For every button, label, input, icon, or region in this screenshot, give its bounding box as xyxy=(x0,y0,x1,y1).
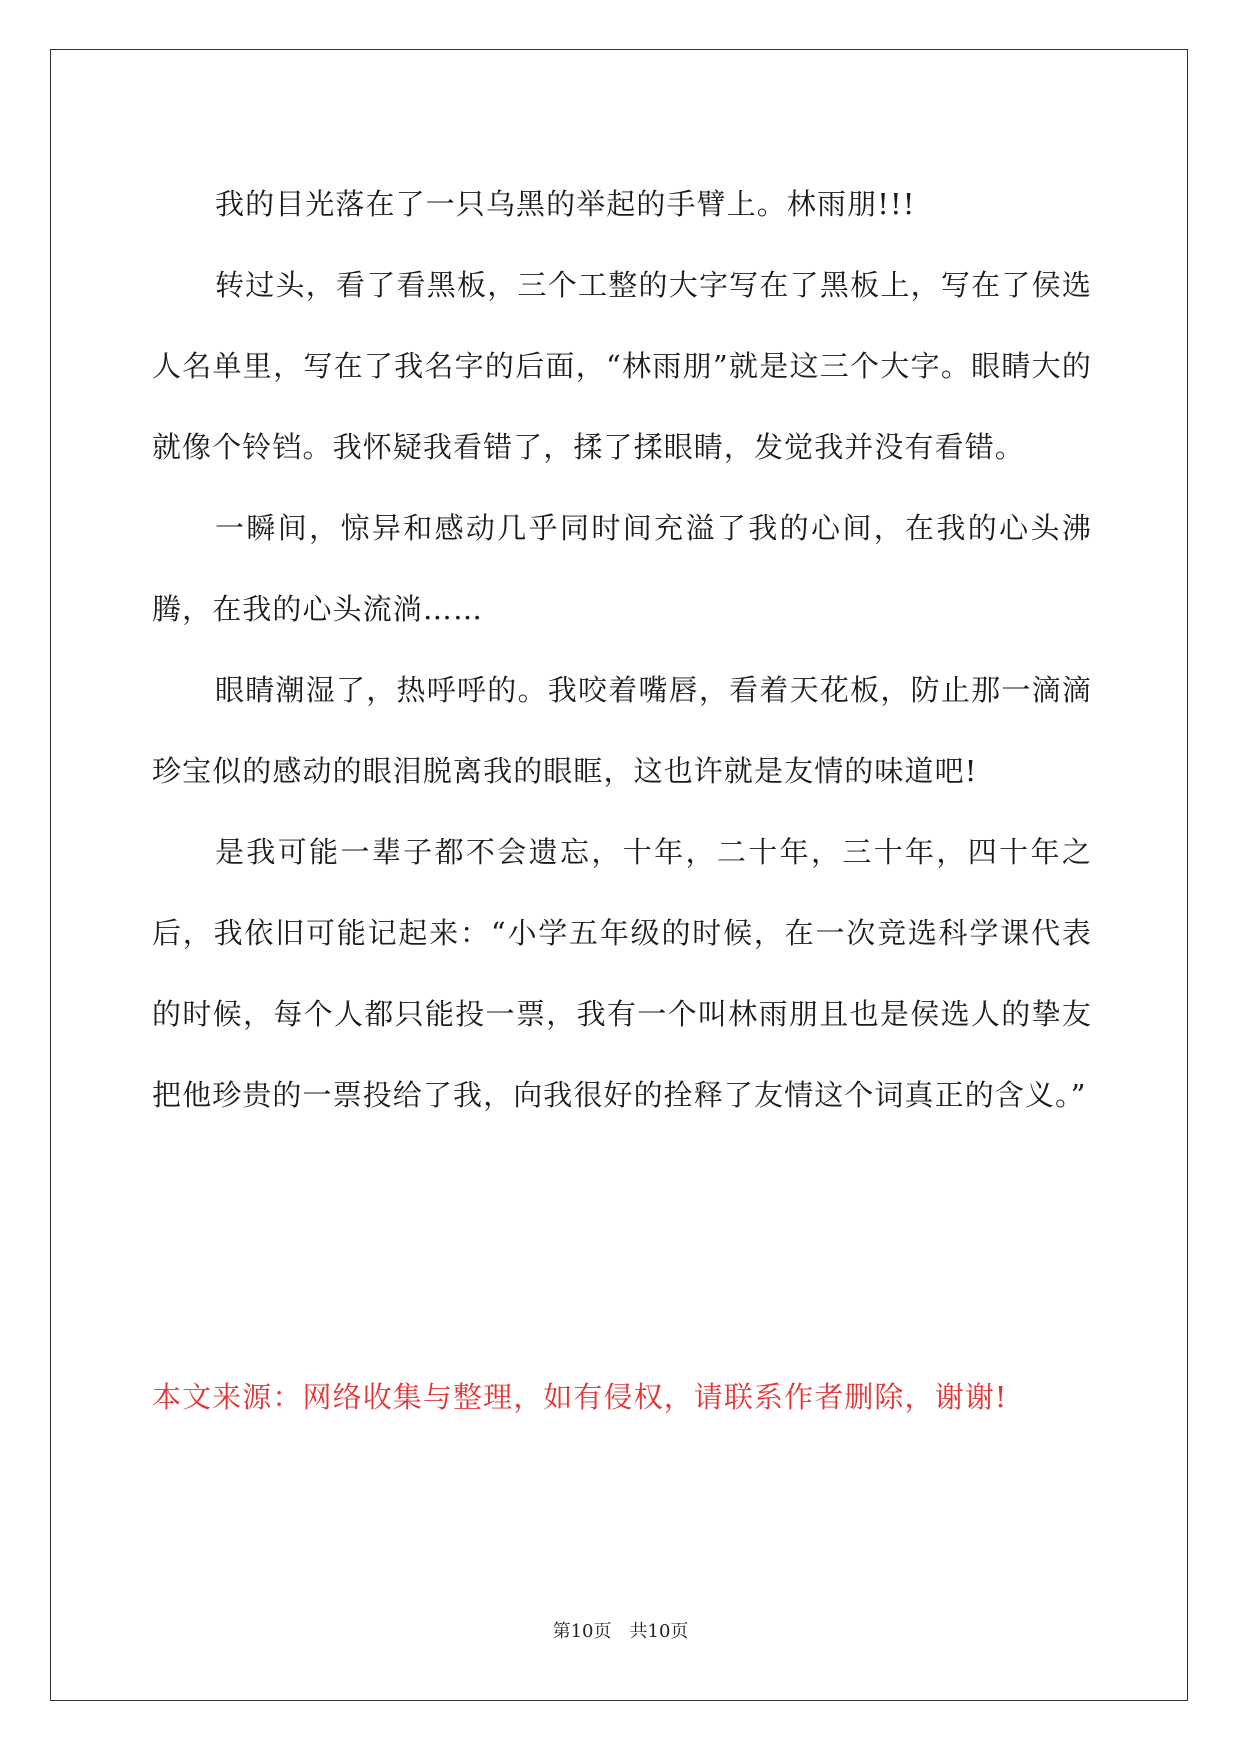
document-body xyxy=(152,164,1092,1136)
source-note: 本文来源：网络收集与整理，如有侵权，请联系作者删除，谢谢! xyxy=(152,1380,1008,1414)
paragraph-1: 我的目光落在了一只乌黑的举起的手臂上。林雨朋!!! xyxy=(215,187,916,221)
page-number-total: 共10页 xyxy=(629,1621,689,1642)
page-number-current: 第10页 xyxy=(552,1621,612,1642)
paragraph-5: 是我可能一辈子都不会遗忘，十年，二十年，三十年，四十年之后，我依旧可能记起来：“小学五年级的时候，在一次竞选科学课代表的时候，每个人都只能投一票，我有一个叫林雨朋且也是侯选人的挚友把他珍贵的一票投给了我，向我很好的拴释了友情这个词真正的含义。” xyxy=(152,835,1092,1112)
paragraph-4: 眼睛潮湿了，热呼呼的。我咬着嘴唇，看着天花板，防止那一滴滴珍宝似的感动的眼泪脱离我的眼眶，这也许就是友情的味道吧! xyxy=(152,673,1092,788)
paragraph-2: 转过头，看了看黑板，三个工整的大字写在了黑板上，写在了侯选人名单里，写在了我名字的后面，“林雨朋”就是这三个大字。眼睛大的就像个铃铛。我怀疑我看错了，揉了揉眼睛，发觉我并没有看错。 xyxy=(152,268,1092,464)
paragraph-3: 一瞬间，惊异和感动几乎同时间充溢了我的心间，在我的心头沸腾，在我的心头流淌…… xyxy=(152,511,1092,626)
page-footer xyxy=(0,1620,1241,1644)
